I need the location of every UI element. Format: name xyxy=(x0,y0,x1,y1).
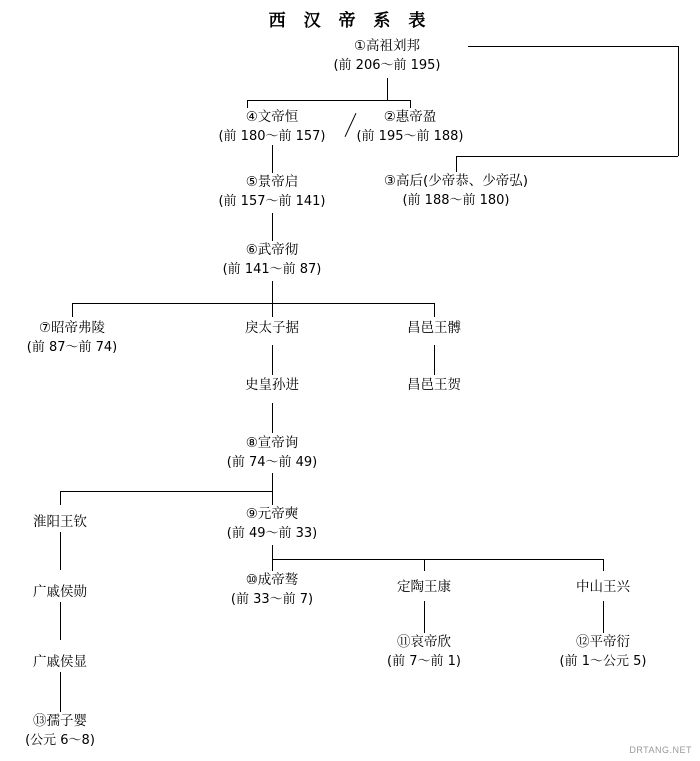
node-years: (前 141～前 87) xyxy=(222,262,322,277)
node-changyiwang-he[interactable] xyxy=(364,376,504,395)
connector-line xyxy=(247,100,248,108)
node-chengdi[interactable] xyxy=(202,571,342,609)
node-name: ⑬孺子婴 xyxy=(33,713,87,729)
node-jingdi[interactable] xyxy=(202,173,342,211)
watermark: DRTANG.NET xyxy=(629,745,692,755)
node-yuandi[interactable] xyxy=(202,505,342,543)
node-name: ⑫平帝衍 xyxy=(576,634,630,650)
node-shihuangsun[interactable] xyxy=(202,376,342,395)
node-gaohou[interactable] xyxy=(346,172,566,210)
node-wendi[interactable] xyxy=(202,108,342,146)
node-years: (前 188～前 180) xyxy=(402,193,510,208)
node-name: 昌邑王髆 xyxy=(407,320,461,336)
connector-line xyxy=(603,559,604,571)
node-name: 定陶王康 xyxy=(397,579,451,595)
connector-line xyxy=(456,156,457,172)
node-dingtaowang[interactable] xyxy=(354,578,494,597)
connector-line xyxy=(60,491,61,505)
node-pingdi[interactable] xyxy=(523,633,683,671)
node-gaozu[interactable] xyxy=(317,37,457,75)
node-years: (前 180～前 157) xyxy=(218,129,326,144)
connector-line xyxy=(60,672,61,712)
node-zhaodi[interactable] xyxy=(2,319,142,357)
connector-line xyxy=(456,156,678,157)
node-name: ⑪哀帝欣 xyxy=(397,634,451,650)
connector-line xyxy=(272,281,273,303)
node-name: 淮阳王钦 xyxy=(33,514,87,530)
connector-line xyxy=(60,532,61,570)
connector-line xyxy=(410,100,411,108)
node-xuandi[interactable] xyxy=(202,434,342,472)
connector-line xyxy=(272,491,273,505)
connector-line xyxy=(272,559,603,560)
connector-line xyxy=(468,46,678,47)
connector-line xyxy=(272,213,273,241)
node-name: 戾太子据 xyxy=(245,320,299,336)
connector-line xyxy=(434,345,435,375)
connector-line xyxy=(424,559,425,571)
connector-line xyxy=(272,559,273,571)
node-name: ③高后(少帝恭、少帝弘) xyxy=(383,173,529,189)
node-years: (前 74～前 49) xyxy=(226,455,318,470)
node-years: (前 206～前 195) xyxy=(333,58,441,73)
node-name: ⑦昭帝弗陵 xyxy=(38,320,106,336)
node-years: (前 33～前 7) xyxy=(230,592,314,607)
node-name: ⑥武帝彻 xyxy=(245,242,299,258)
node-ruziying[interactable] xyxy=(0,712,130,750)
node-name: ⑨元帝奭 xyxy=(245,506,299,522)
connector-line xyxy=(272,403,273,433)
node-name: 中山王兴 xyxy=(576,579,630,595)
node-name: ⑩成帝骜 xyxy=(245,572,299,588)
node-years: (公元 6～8) xyxy=(25,733,95,748)
node-name: ②惠帝盈 xyxy=(383,109,437,125)
connector-line xyxy=(272,303,273,317)
connector-line xyxy=(60,602,61,640)
connector-line xyxy=(603,601,604,633)
connector-line xyxy=(272,145,273,173)
node-huidi[interactable] xyxy=(340,108,480,146)
connector-line xyxy=(247,100,410,101)
node-years: (前 157～前 141) xyxy=(218,194,326,209)
node-litaizi[interactable] xyxy=(202,319,342,338)
connector-line xyxy=(72,303,434,304)
page-title: 西 汉 帝 系 表 xyxy=(268,11,432,31)
connector-line xyxy=(272,473,273,491)
node-name: ①高祖刘邦 xyxy=(353,38,421,54)
node-guangqihou-xian[interactable] xyxy=(0,653,130,672)
node-years: (前 1～公元 5) xyxy=(559,654,647,669)
node-changyiwang-bo[interactable] xyxy=(364,319,504,338)
node-name: 广戚侯勋 xyxy=(33,584,87,600)
connector-line xyxy=(272,345,273,375)
node-years: (前 195～前 188) xyxy=(356,129,464,144)
node-huaiyangwang[interactable] xyxy=(0,513,130,532)
node-name: ④文帝恒 xyxy=(245,109,299,125)
node-name: 广戚侯显 xyxy=(33,654,87,670)
connector-line xyxy=(424,601,425,633)
connector-line xyxy=(678,46,679,156)
node-aidi[interactable] xyxy=(354,633,494,671)
node-name: 昌邑王贺 xyxy=(407,377,461,393)
connector-line xyxy=(434,303,435,317)
node-years: (前 7～前 1) xyxy=(387,654,461,669)
node-years: (前 87～前 74) xyxy=(26,340,118,355)
node-guangqihou-xun[interactable] xyxy=(0,583,130,602)
node-years: (前 49～前 33) xyxy=(226,526,318,541)
node-name: ⑧宣帝询 xyxy=(245,435,299,451)
connector-line xyxy=(387,78,388,100)
node-wudi[interactable] xyxy=(202,241,342,279)
node-name: 史皇孙进 xyxy=(245,377,299,393)
connector-line xyxy=(272,545,273,559)
connector-line xyxy=(72,303,73,317)
connector-line xyxy=(60,491,272,492)
node-name: ⑤景帝启 xyxy=(245,174,299,190)
node-zhongshanwang[interactable] xyxy=(533,578,673,597)
